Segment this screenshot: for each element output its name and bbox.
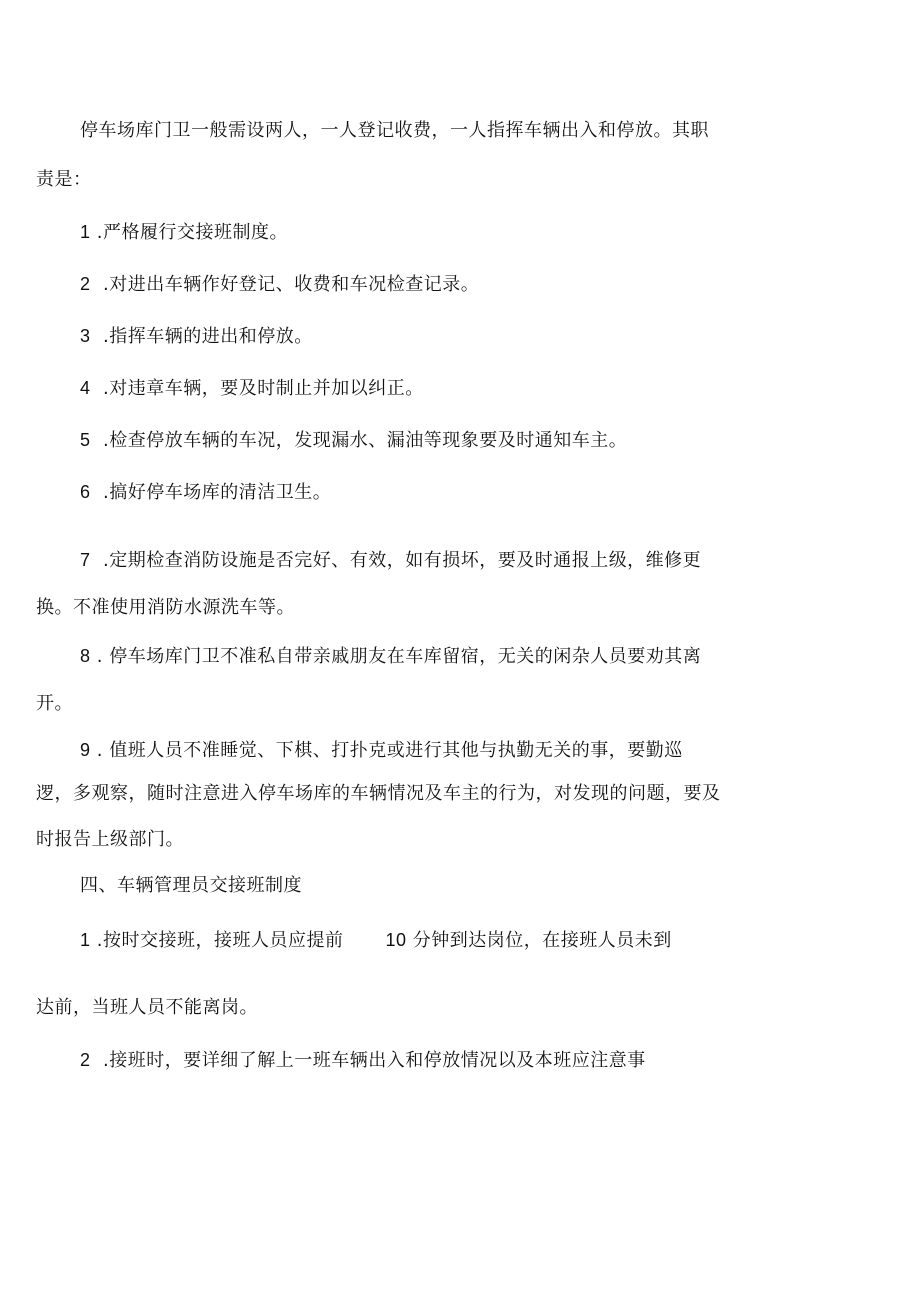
item-text: .搞好停车场库的清洁卫生。 [102,482,332,503]
item-number: 6 [80,482,91,502]
item-number: 1 [80,930,91,950]
item-number: 5 [80,430,91,450]
item-text: . 值班人员不准睡觉、下棋、打扑克或进行其他与执勤无关的事，要勤巡 [96,740,683,761]
item-number: 3 [80,326,91,346]
item-number: 1 [80,222,91,242]
item-continuation: 达前，当班人员不能离岗。 [36,997,258,1018]
item-text: .对违章车辆，要及时制止并加以纠正。 [102,378,424,399]
list-item [80,324,313,349]
item-text: .按时交接班，接班人员应提前 [96,930,344,951]
item-number: 2 [80,274,91,294]
list-item [80,220,288,245]
item-text: .严格履行交接班制度。 [96,222,288,243]
item-continuation: 开。 [36,693,73,714]
section-heading: 四、车辆管理员交接班制度 [80,875,302,896]
list-item [80,1048,646,1073]
list-item [80,548,701,573]
item-text: .对进出车辆作好登记、收费和车况检查记录。 [102,274,480,295]
item-text: .接班时，要详细了解上一班车辆出入和停放情况以及本班应注意事 [102,1050,646,1071]
item-text: . 停车场库门卫不准私自带亲戚朋友在车库留宿，无关的闲杂人员要劝其离 [96,646,702,667]
item-continuation: 时报告上级部门。 [36,829,184,850]
item-continuation: 逻，多观察，随时注意进入停车场库的车辆情况及车主的行为，对发现的问题，要及 [36,783,721,804]
list-item [80,738,683,763]
item-continuation: 换。不准使用消防水源洗车等。 [36,597,295,618]
item-number: 9 [80,740,91,760]
list-item [80,376,424,401]
item-number: 8 [80,646,91,666]
item-text: .检查停放车辆的车况，发现漏水、漏油等现象要及时通知车主。 [102,430,628,451]
minutes-number: 10 [385,930,407,950]
item-text: 分钟到达岗位，在接班人员未到 [412,930,672,951]
item-number: 7 [80,550,91,570]
item-number: 2 [80,1050,91,1070]
list-item [80,272,479,297]
list-item [80,480,331,505]
item-text: .指挥车辆的进出和停放。 [102,326,313,347]
list-item [80,928,672,953]
item-text: .定期检查消防设施是否完好、有效，如有损坏，要及时通报上级，维修更 [102,550,702,571]
item-number: 4 [80,378,91,398]
intro-line-2: 责是： [36,169,92,190]
list-item [80,428,627,453]
list-item [80,644,701,669]
intro-line-1: 停车场库门卫一般需设两人，一人登记收费，一人指挥车辆出入和停放。其职 [80,120,709,141]
